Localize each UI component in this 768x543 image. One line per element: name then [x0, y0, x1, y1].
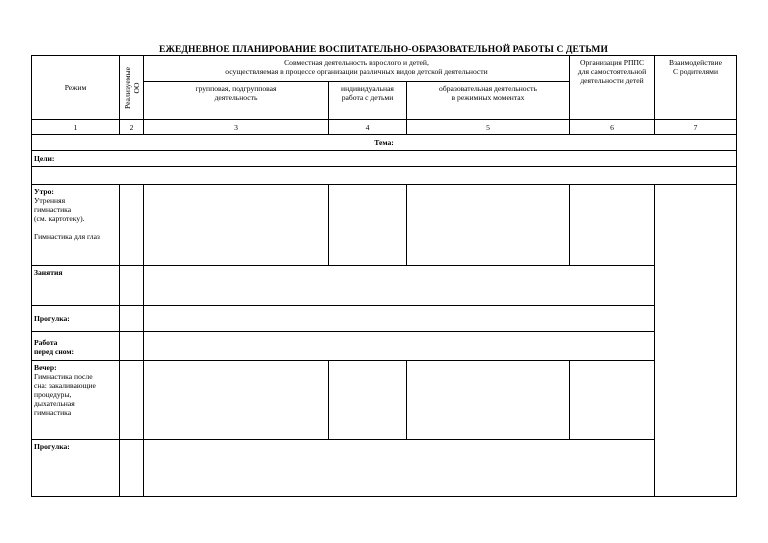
evening-oo-cell[interactable] — [119, 360, 144, 440]
morning-oo-cell[interactable] — [119, 184, 144, 266]
header-parents — [654, 55, 737, 120]
evening-title: Вечер: — [34, 363, 57, 372]
col-number: 5 — [406, 119, 570, 135]
header-joint-line2: осуществляемая в процессе организации различных видов детской деятельности — [225, 67, 488, 76]
header-educational-line1: образовательная деятельность — [439, 84, 537, 93]
page-title: ЕЖЕДНЕВНОЕ ПЛАНИРОВАНИЕ ВОСПИТАТЕЛЬНО-ОБРАЗОВАТЕЛЬНОЙ РАБОТЫ С ДЕТЬМИ — [159, 45, 608, 55]
classes-label: Занятия — [34, 268, 63, 277]
evening-line: процедуры, — [34, 390, 72, 399]
row-classes-label — [31, 265, 120, 306]
header-oo — [119, 55, 144, 120]
morning-group-cell[interactable] — [143, 184, 329, 266]
header-oo-label — [123, 66, 141, 108]
row-morning-label — [31, 184, 120, 266]
header-educational-line2: в режимных моментах — [451, 93, 525, 102]
header-individual — [328, 81, 407, 120]
morning-line: Гимнастика для глаз — [34, 232, 100, 241]
header-educational — [406, 81, 570, 120]
col-number: 4 — [328, 119, 407, 135]
theme-label: Тема: — [374, 138, 394, 147]
morning-line: Утренняя — [34, 196, 66, 205]
evening-line: Гимнастика после — [34, 372, 93, 381]
walk2-oo-cell[interactable] — [119, 439, 144, 497]
planning-table — [31, 55, 737, 497]
walk1-content-cell[interactable] — [143, 305, 655, 332]
header-mode-label: Режим — [64, 83, 87, 92]
col-number: 7 — [654, 119, 737, 135]
evening-line: гимнастика — [34, 408, 72, 417]
work-line: Работа — [34, 338, 58, 347]
classes-content-cell[interactable] — [143, 265, 655, 306]
header-parents-line2: С родителями — [672, 67, 719, 76]
row-walk2-label — [31, 439, 120, 497]
walk1-oo-cell[interactable] — [119, 305, 144, 332]
morning-line: гимнастика — [34, 205, 72, 214]
col-number: 3 — [143, 119, 329, 135]
goals-spacer-row — [31, 166, 737, 185]
header-oo-line2: ОО — [131, 82, 141, 93]
row-evening-label — [31, 360, 120, 440]
work-line: перед сном: — [34, 347, 75, 356]
header-rpps — [569, 55, 655, 120]
morning-title: Утро: — [34, 187, 54, 196]
morning-line: (см. картотеку). — [34, 214, 85, 223]
header-parents-line1: Взаимодействие — [669, 58, 722, 67]
col-number: 1 — [31, 119, 120, 135]
header-rpps-line2: для самостоятельной — [577, 67, 647, 76]
morning-educational-cell[interactable] — [406, 184, 570, 266]
evening-line: дыхательная — [34, 399, 75, 408]
header-group-line1: групповая, подгрупповая — [195, 84, 277, 93]
theme-row — [31, 134, 737, 151]
evening-individual-cell[interactable] — [328, 360, 407, 440]
walk1-label: Прогулка: — [34, 314, 70, 323]
morning-individual-cell[interactable] — [328, 184, 407, 266]
evening-group-cell[interactable] — [143, 360, 329, 440]
goals-label: Цели: — [34, 154, 55, 163]
parents-cell[interactable] — [654, 184, 737, 497]
header-mode — [31, 55, 120, 120]
evening-educational-cell[interactable] — [406, 360, 570, 440]
header-rpps-line1: Организация РППС — [579, 58, 645, 67]
walk2-content-cell[interactable] — [143, 439, 655, 497]
header-group — [143, 81, 329, 120]
goals-row — [31, 150, 737, 167]
row-walk1-label — [31, 305, 120, 332]
morning-rpps-cell[interactable] — [569, 184, 655, 266]
header-rpps-line3: деятельности детей — [580, 76, 644, 85]
classes-oo-cell[interactable] — [119, 265, 144, 306]
col-number: 6 — [569, 119, 655, 135]
header-individual-line1: индивидуальная — [341, 84, 394, 93]
header-individual-line2: работа с детьми — [341, 93, 394, 102]
work-content-cell[interactable] — [143, 331, 655, 361]
col-number: 2 — [119, 119, 144, 135]
header-joint — [143, 55, 570, 82]
header-oo-line1: Реализуемые — [122, 66, 132, 109]
header-group-line2: деятельность — [214, 93, 258, 102]
evening-rpps-cell[interactable] — [569, 360, 655, 440]
walk2-label: Прогулка: — [34, 442, 70, 451]
work-oo-cell[interactable] — [119, 331, 144, 361]
header-joint-line1: Совместная деятельность взрослого и детей, — [284, 58, 429, 67]
evening-line: сна: закаливающие — [34, 381, 96, 390]
row-work-label — [31, 331, 120, 361]
